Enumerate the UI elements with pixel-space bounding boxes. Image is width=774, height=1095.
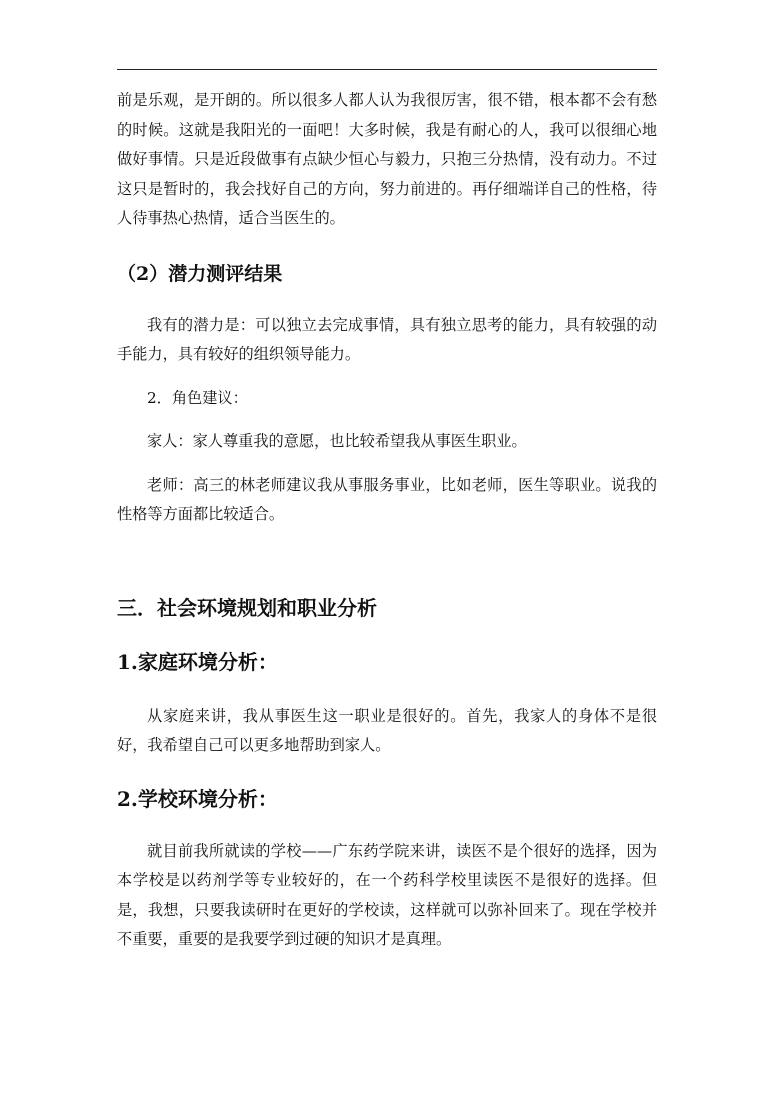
document-page — [117, 86, 657, 955]
roles-teacher-paragraph: 老师：高三的林老师建议我从事服务事业，比如老师，医生等职业。说我的性格等方面都比较适合。 — [117, 475, 657, 523]
continuation-paragraph: 前是乐观，是开朗的。所以很多人都人认为我很厉害，很不错，根本都不会有愁的时候。这就是我阳光的一面吧！大多时候，我是有耐心的人，我可以很细心地做好事情。只是近段做事有点缺少恒心与毅力，只抱三分热情，没有动力。不过这只是暂时的，我会找好自己的方向，努力前进的。再仔细端详自己的性格，待人待事热心热情，适合当医生的。 — [117, 91, 657, 227]
header-rule — [117, 69, 657, 70]
school-environment-paragraph: 就目前我所就读的学校——广东药学院来讲，读医不是个很好的选择，因为本学校是以药剂学等专业较好的，在一个药科学校里读医不是很好的选择。但是，我想，只要我读研时在更好的学校读，这样就可以弥补回来了。现在学校并不重要，重要的是我要学到过硬的知识才是真理。 — [117, 841, 657, 948]
family-environment-paragraph: 从家庭来讲，我从事医生这一职业是很好的。首先，我家人的身体不是很好，我希望自己可以更多地帮助到家人。 — [117, 706, 657, 754]
roles-heading: 2．角色建议： — [147, 388, 248, 407]
section-3-heading: 三．社会环境规划和职业分析 — [117, 595, 377, 620]
roles-family-paragraph: 家人：家人尊重我的意愿，也比较希望我从事医生职业。 — [147, 432, 527, 450]
potential-paragraph: 我有的潜力是：可以独立去完成事情，具有独立思考的能力，具有较强的动手能力，具有较好的组织领导能力。 — [117, 315, 657, 363]
school-environment-heading: 2.学校环境分析： — [117, 786, 278, 811]
family-environment-heading: 1.家庭环境分析： — [117, 649, 278, 674]
potential-heading: （2）潜力测评结果 — [117, 262, 283, 285]
